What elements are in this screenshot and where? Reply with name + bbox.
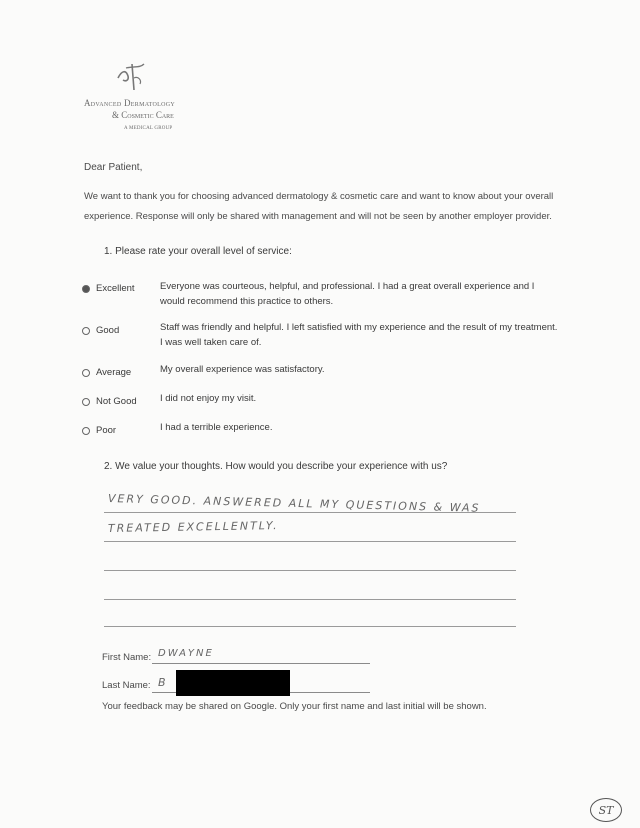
- option-excellent[interactable]: [82, 283, 135, 294]
- intro-paragraph: We want to thank you for choosing advanced dermatology & cosmetic care and want to know about your overall experience. Response will only be shared with management and will not be seen by another employer provider.: [84, 191, 554, 222]
- initials-mark: ST: [590, 798, 622, 822]
- question-2-label: 2. We value your thoughts. How would you describe your experience with us?: [104, 461, 448, 472]
- option-description: My overall experience was satisfactory.: [160, 364, 325, 375]
- question-1-label: 1. Please rate your overall level of service:: [104, 246, 292, 257]
- answer-line[interactable]: [104, 599, 516, 600]
- option-label: Poor: [96, 425, 117, 436]
- radio-checked-icon[interactable]: [82, 285, 90, 293]
- option-good[interactable]: [82, 325, 119, 336]
- answer-line[interactable]: [104, 626, 516, 627]
- redaction-block: [176, 670, 290, 696]
- salutation: Dear Patient,: [84, 162, 143, 173]
- logo-line-2: & Cosmetic Care: [112, 110, 174, 120]
- logo-mark-icon: [112, 60, 152, 96]
- logo-line-1: Advanced Dermatology: [84, 98, 176, 108]
- answer-handwriting-line-1: VERY GOOD. ANSWERED ALL MY QUESTIONS & WAS: [107, 492, 481, 515]
- answer-handwriting-line-2: TREATED EXCELLENTLY.: [107, 519, 279, 535]
- footer-note: Your feedback may be shared on Google. Only your first name and last initial will be shown.: [102, 701, 487, 712]
- option-description: I had a terrible experience.: [160, 422, 273, 433]
- option-label: Not Good: [96, 396, 137, 407]
- option-label: Excellent: [96, 283, 135, 294]
- radio-unchecked-icon[interactable]: [82, 327, 90, 335]
- option-label: Average: [96, 367, 132, 378]
- answer-line[interactable]: [104, 512, 516, 513]
- answer-line[interactable]: [104, 570, 516, 571]
- radio-unchecked-icon[interactable]: [82, 427, 90, 435]
- last-name-label: Last Name:: [102, 680, 151, 691]
- first-name-label: First Name:: [102, 652, 152, 663]
- radio-unchecked-icon[interactable]: [82, 369, 90, 377]
- answer-line[interactable]: [104, 541, 516, 542]
- logo-line-3: A MEDICAL GROUP: [124, 126, 173, 131]
- option-not-good[interactable]: [82, 396, 137, 407]
- option-poor[interactable]: [82, 425, 116, 436]
- option-description: Everyone was courteous, helpful, and professional. I had a great overall experience and I would recommend this practice to others.: [160, 281, 535, 307]
- radio-unchecked-icon[interactable]: [82, 398, 90, 406]
- option-description: Staff was friendly and helpful. I left satisfied with my experience and the result of my treatment. I was well taken care of.: [160, 322, 558, 348]
- option-label: Good: [96, 325, 120, 336]
- option-average[interactable]: [82, 367, 131, 378]
- last-name-value: B: [158, 676, 168, 689]
- first-name-field[interactable]: [152, 663, 370, 664]
- first-name-value: DWAYNE: [158, 648, 214, 659]
- option-description: I did not enjoy my visit.: [160, 393, 257, 404]
